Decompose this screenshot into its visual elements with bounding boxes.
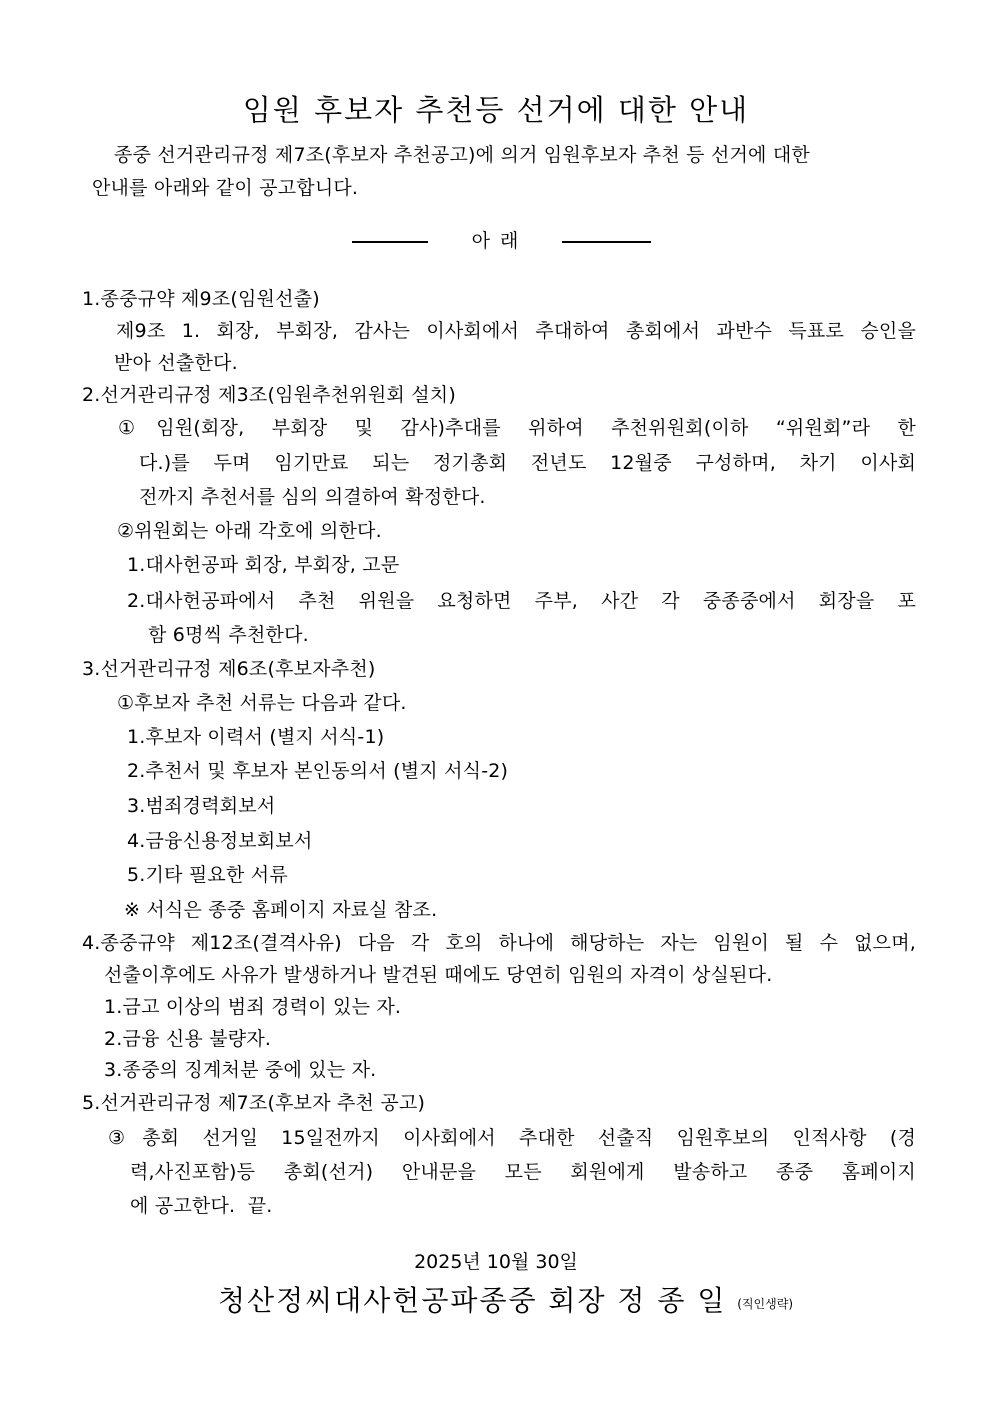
section-3-heading: 3.선거관리규정 제6조(후보자추천)	[82, 658, 376, 680]
section-5-heading: 5.선거관리규정 제7조(후보자 추천 공고)	[82, 1092, 426, 1114]
section-3-item-3: 3.범죄경력회보서	[127, 795, 276, 817]
section-3-item-4: 4.금융신용정보회보서	[127, 830, 313, 852]
section-2-item-1: 1.대사헌공파 회장, 부회장, 고문	[127, 554, 400, 576]
section-1-heading: 1.종중규약 제9조(임원선출)	[82, 288, 320, 310]
section-3-item-1: 1.후보자 이력서 (별지 서식-1)	[127, 726, 385, 748]
section-2-heading: 2.선거관리규정 제3조(임원추천위원회 설치)	[82, 384, 456, 406]
divider	[0, 228, 992, 254]
seal-omitted-note: (직인생략)	[737, 1297, 794, 1311]
section-3-note: ※ 서식은 종중 홈페이지 자료실 참조.	[124, 899, 438, 921]
section-1-line-1: 제9조 1. 회장, 부회장, 감사는 이사회에서 추대하여 총회에서 과반수 득표로 승인을	[116, 320, 916, 342]
section-3-item-5: 5.기타 필요한 서류	[127, 864, 288, 886]
signer-name: 청산정씨대사헌공파종중 회장 정 종 일	[218, 1284, 727, 1317]
document-title: 임원 후보자 추천등 선거에 대한 안내	[242, 93, 750, 127]
section-2-para-1-line-1: ①임원(회장, 부회장 및 감사)추대를 위하여 추천위원회(이하 “위원회”라 한	[118, 417, 916, 439]
section-2-item-2-cont: 함 6명씩 추천한다.	[148, 624, 309, 646]
divider-text: 아 래	[471, 230, 521, 252]
section-2-para-1-line-3: 전까지 추천서를 심의 의결하여 확정한다.	[139, 486, 486, 508]
section-4-cont: 선출이후에도 사유가 발생하거나 발견된 때에도 당연히 임원의 자격이 상실된다.	[104, 964, 773, 986]
section-5-line-1: ③총회 선거일 15일전까지 이사회에서 추대한 선출직 임원후보의 인적사항 (경	[108, 1127, 916, 1149]
announcement-date: 2025년 10월 30일	[414, 1251, 578, 1273]
section-2-item-2: 2.대사헌공파에서 추천 위원을 요청하면 주부, 사간 각 중종중에서 회장을 포	[127, 590, 916, 612]
signer-block	[218, 1283, 793, 1322]
section-5-line-2: 력,사진포함)등 총회(선거) 안내문을 모든 회원에게 발송하고 종중 홈페이지	[130, 1161, 916, 1183]
section-2-para-1-line-2: 다.)를 두며 임기만료 되는 정기총회 전년도 12월중 구성하며, 차기 이사회	[139, 452, 916, 474]
section-4-item-1: 1.금고 이상의 범죄 경력이 있는 자.	[104, 996, 402, 1018]
section-3-item-2: 2.추천서 및 후보자 본인동의서 (별지 서식-2)	[127, 760, 509, 782]
section-4-heading: 4.종중규약 제12조(결격사유) 다음 각 호의 하나에 해당하는 자는 임원이 될 수 없으며,	[82, 932, 916, 954]
intro-line-1: 종중 선거관리규정 제7조(후보자 추천공고)에 의거 임원후보자 추천 등 선거에 대한	[114, 144, 810, 166]
section-4-item-3: 3.종중의 징계처분 중에 있는 자.	[104, 1059, 377, 1081]
section-4-item-2: 2.금융 신용 불량자.	[104, 1028, 272, 1050]
divider-rule-right	[562, 241, 651, 243]
section-1-line-2: 받아 선출한다.	[114, 352, 238, 374]
intro-line-2: 안내를 아래와 같이 공고합니다.	[92, 177, 359, 199]
section-5-line-3: 에 공고한다. 끝.	[130, 1195, 273, 1217]
section-3-para-1: ①후보자 추천 서류는 다음과 같다.	[117, 692, 407, 714]
section-2-para-2: ②위원회는 아래 각호에 의한다.	[117, 520, 382, 542]
